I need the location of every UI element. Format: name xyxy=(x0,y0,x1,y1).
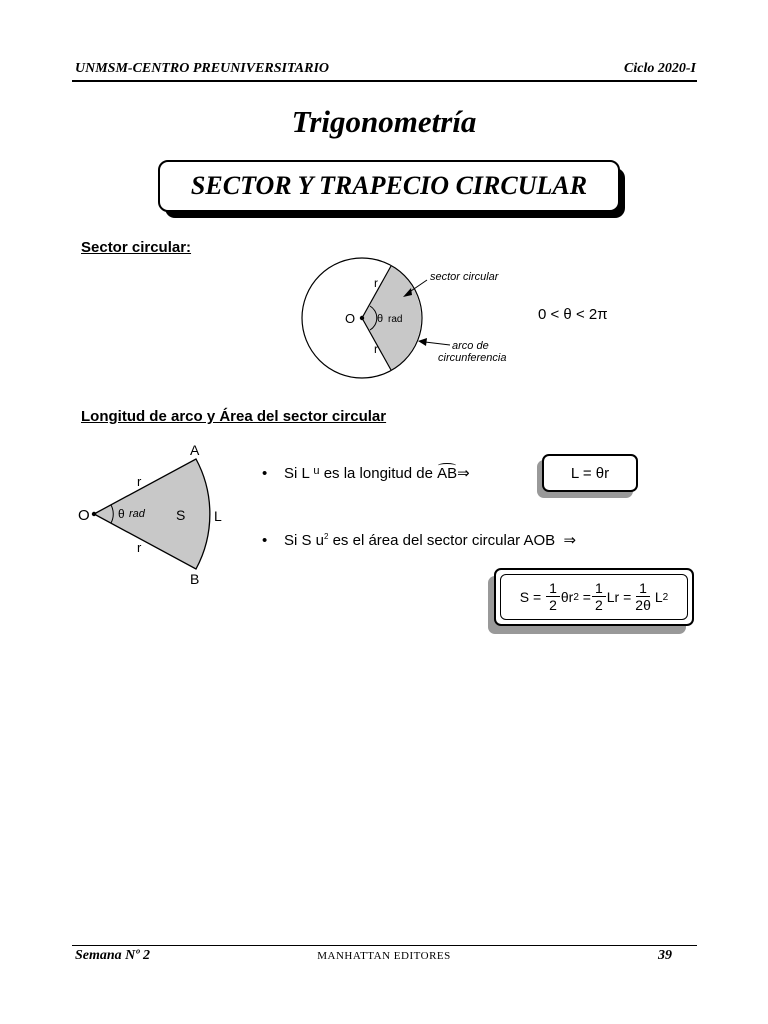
formula2-eq: = xyxy=(582,589,591,605)
page-title: SECTOR Y TRAPECIO CIRCULAR xyxy=(190,171,588,200)
footer-week: Semana Nº 2 xyxy=(75,948,150,963)
bullet2-text-b: es el área del sector circular AOB xyxy=(332,532,556,549)
formula2-l: L xyxy=(654,589,663,605)
area-label-s: S xyxy=(176,507,186,523)
arc-label-line1: arco de xyxy=(452,340,489,352)
sector-aob-diagram xyxy=(70,440,240,590)
header-rule xyxy=(72,80,697,82)
bullet2-unit: u xyxy=(315,532,324,549)
fraction-one-half-a xyxy=(546,581,560,613)
theta-label: θ xyxy=(377,313,384,325)
arc-ab-text: AB xyxy=(437,465,458,482)
fraction-denominator: 2 xyxy=(594,597,603,613)
point-a-label: A xyxy=(190,442,200,458)
center-point xyxy=(360,316,364,320)
arc-label-line2: circunferencia xyxy=(438,352,507,364)
radius-label-top: r xyxy=(374,276,378,290)
formula2-exp-r: 2 xyxy=(573,591,579,603)
formula2-s-eq: S = xyxy=(519,589,542,605)
bullet2-implies: ⇒ xyxy=(563,532,577,549)
bullet-sector-area xyxy=(262,531,576,549)
bullet2-unit-exp: 2 xyxy=(323,532,329,541)
arc-arrowhead xyxy=(418,338,427,346)
center-label: O xyxy=(345,311,356,326)
formula2-theta-r: θr xyxy=(560,589,574,605)
bullet1-implies: ⇒ xyxy=(457,465,470,482)
bullet1-unit: u xyxy=(313,465,320,477)
radius-label-top-aob: r xyxy=(137,474,142,489)
theta-inequality: 0 < θ < 2π xyxy=(538,306,608,323)
bullet1-arc-ab xyxy=(437,465,457,482)
sector-aob xyxy=(94,459,210,569)
fraction-numerator: 1 xyxy=(546,581,560,597)
bullet2-text-a: Si S xyxy=(283,532,312,549)
fraction-denominator: 2θ xyxy=(635,597,651,613)
section-heading-arc-area: Longitud de arco y Área del sector circular xyxy=(81,408,387,425)
fraction-numerator: 1 xyxy=(636,581,650,597)
bullet1-text-a: Si L xyxy=(283,465,310,482)
bullet1-text-b: es la longitud de xyxy=(323,465,433,482)
title-box xyxy=(158,160,620,212)
footer-rule xyxy=(72,945,697,946)
section-heading-sector: Sector circular: xyxy=(81,239,192,256)
formula2-box xyxy=(494,568,694,626)
header-institution: UNMSM-CENTRO PREUNIVERSITARIO xyxy=(75,61,330,76)
fraction-numerator: 1 xyxy=(592,581,606,597)
vertex-o xyxy=(92,512,96,516)
radius-label-bottom-aob: r xyxy=(137,540,142,555)
subject-title: Trigonometría xyxy=(291,104,477,139)
footer-publisher: MANHATTAN EDITORES xyxy=(317,950,451,962)
point-b-label: B xyxy=(190,571,200,587)
header-cycle: Ciclo 2020-I xyxy=(624,61,696,76)
formula2-exp-l: 2 xyxy=(662,591,669,603)
arc-arrow xyxy=(425,342,450,345)
theta-label-aob: θ xyxy=(118,507,125,521)
fraction-one-over-two-theta xyxy=(632,581,654,613)
point-o-label: O xyxy=(78,507,90,524)
page-number: 39 xyxy=(658,948,672,963)
formula2-lr: Lr = xyxy=(606,589,632,605)
fraction-one-half-b xyxy=(592,581,606,613)
sector-label: sector circular xyxy=(430,271,499,283)
formula-arc-length: L = θr xyxy=(570,464,610,482)
circle-sector-diagram xyxy=(290,255,530,390)
radius-label-bottom: r xyxy=(374,342,378,356)
bullet-marker: • xyxy=(262,532,268,549)
arc-length-label-l: L xyxy=(214,508,222,524)
fraction-denominator: 2 xyxy=(549,597,557,613)
formula2-inner xyxy=(500,574,688,620)
bullet-marker: • xyxy=(262,465,268,482)
rad-label-aob: rad xyxy=(129,508,145,520)
bullet-arc-length xyxy=(262,464,470,482)
formula1-box xyxy=(542,454,638,492)
rad-label: rad xyxy=(388,314,403,325)
